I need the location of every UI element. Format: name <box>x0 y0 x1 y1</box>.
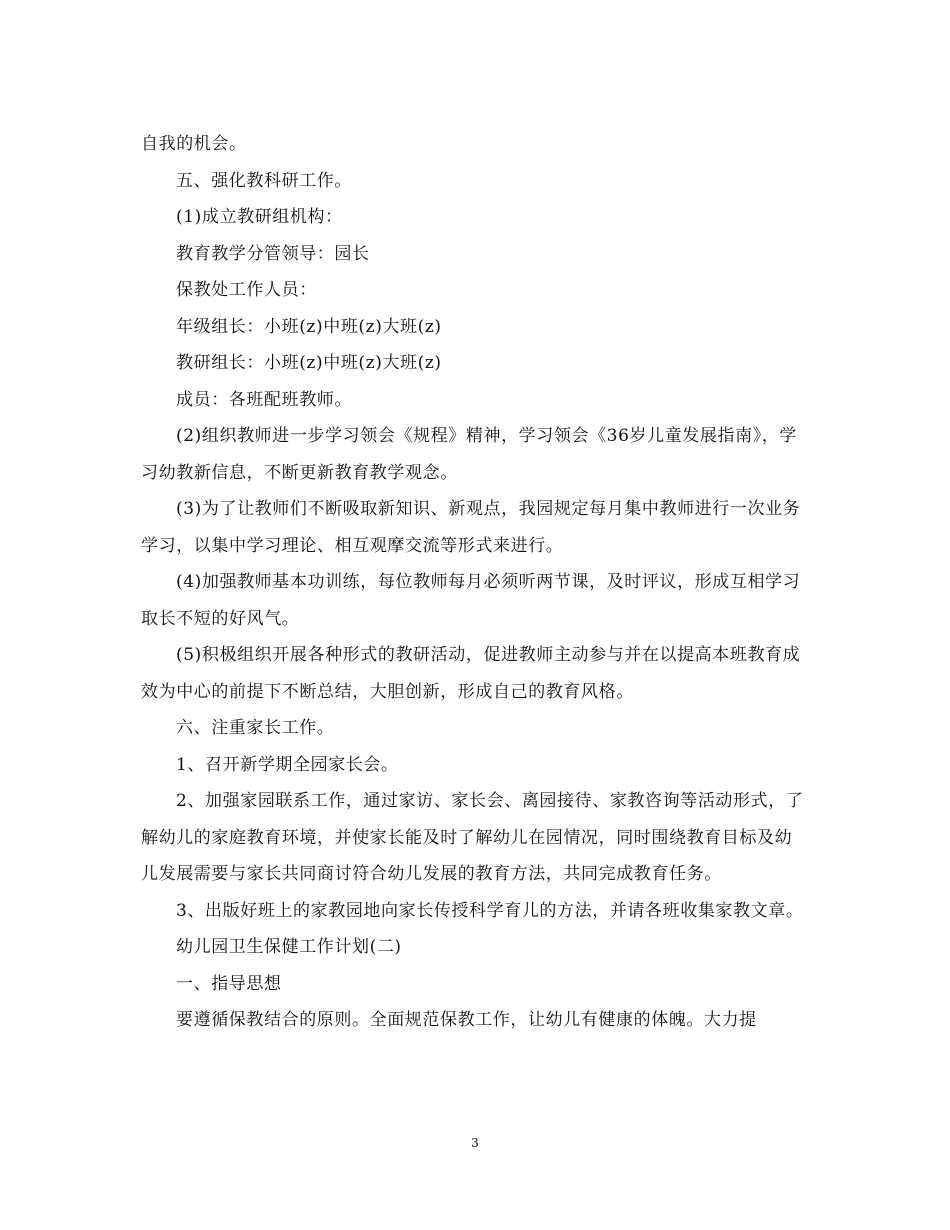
document-subtitle: 幼儿园卫生保健工作计划(二) <box>176 937 402 957</box>
paragraph: 年级组长：小班(z)中班(z)大班(z) <box>176 316 442 337</box>
paragraph: 2、加强家园联系工作，通过家访、家长会、离园接待、家教咨询等活动形式，了解幼儿的家庭教育环境，并使家长能及时了解幼儿在园情况，同时围绕教育目标及幼儿发展需要与家长共同商讨符合幼儿发展的教育方法，共同完成教育任务。 <box>141 791 804 884</box>
paragraph: 成员：各班配班教师。 <box>176 389 352 410</box>
section-heading: 五、强化教科研工作。 <box>176 170 352 191</box>
paragraph: 教研组长：小班(z)中班(z)大班(z) <box>176 353 442 373</box>
page-number: 3 <box>471 1136 479 1150</box>
paragraph: 要遵循保教结合的原则。全面规范保教工作，让幼儿有健康的体魄。大力提 <box>176 1010 757 1030</box>
paragraph: (3)为了让教师们不断吸取新知识、新观点，我园规定每月集中教师进行一次业务学习，以集中学习理论、相互观摩交流等形式来进行。 <box>141 499 801 556</box>
paragraph: (2)组织教师进一步学习领会《规程》精神，学习领会《36岁儿童发展指南》，学习幼教新信息，不断更新教育教学观念。 <box>141 426 798 483</box>
section-heading: 六、注重家长工作。 <box>176 718 335 738</box>
paragraph: 1、召开新学期全园家长会。 <box>176 754 399 775</box>
paragraph: (5)积极组织开展各种形式的教研活动，促进教师主动参与并在以提高本班教育成效为中心的前提下不断总结，大胆创新，形成自己的教育风格。 <box>141 645 801 702</box>
document-body <box>141 126 809 1039</box>
paragraph: 3、出版好班上的家教园地向家长传授科学育儿的方法，并请各班收集家教文章。 <box>176 900 804 921</box>
paragraph: 保教处工作人员： <box>176 280 317 300</box>
section-heading: 一、指导思想 <box>176 973 282 994</box>
paragraph: 教育教学分管领导：园长 <box>176 243 370 264</box>
paragraph: (1)成立教研组机构： <box>176 207 343 227</box>
paragraph: 自我的机会。 <box>141 134 247 154</box>
paragraph: (4)加强教师基本功训练，每位教师每月必须听两节课，及时评议，形成互相学习取长不短的好风气。 <box>141 572 801 629</box>
